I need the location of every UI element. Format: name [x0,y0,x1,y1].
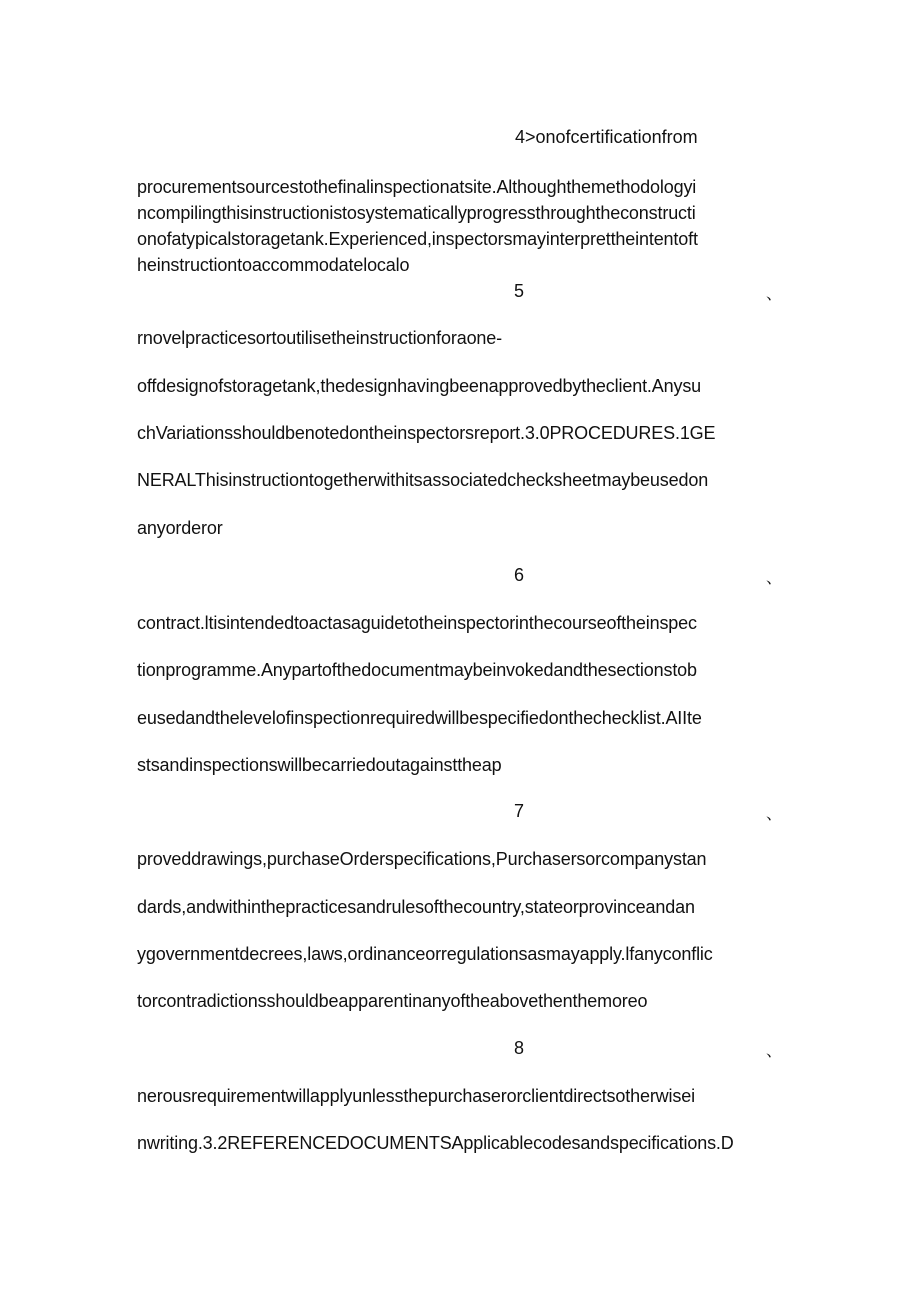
body-line: stsandinspectionswillbecarriedoutagainsttheap [137,755,502,775]
page-marker: 8 [514,1038,525,1058]
body-line: contract.ltisintendedtoactasaguidetotheinspectorinthecourseoftheinspec [137,613,697,633]
tick-mark: 、 [766,286,783,303]
body-line: eusedandthelevelofinspectionrequiredwillbespecifiedonthechecklist.AIIte [137,708,702,728]
page-marker: 6 [514,565,525,585]
body-line: tionprogramme.Anypartofthedocumentmaybeinvokedandthesectionstob [137,660,697,680]
body-line: ygovernmentdecrees,laws,ordinanceorregulationsasmayapply.lfanyconflic [137,944,713,964]
body-line: anyorderor [137,518,223,538]
tick-mark: 、 [766,570,783,587]
body-line: rnovelpracticesortoutilisetheinstructionforaone- [137,328,502,348]
body-line: chVariationsshouldbenotedontheinspectorsreport.3.0PROCEDURES.1GE [137,423,716,443]
body-line: heinstructiontoaccommodatelocalo [137,255,410,275]
body-line: onofatypicalstoragetank.Experienced,inspectorsmayinterprettheintentoft [137,229,698,249]
page-marker: 7 [514,801,525,821]
body-line: NERALThisinstructiontogetherwithitsassociatedchecksheetmaybeusedon [137,470,709,490]
body-line: nerousrequirementwillapplyunlessthepurchaserorclientdirectsotherwisei [137,1086,695,1106]
body-line: proveddrawings,purchaseOrderspecifications,Purchasersorcompanystan [137,849,707,869]
body-line: dards,andwithinthepracticesandrulesofthecountry,stateorprovinceandan [137,897,695,917]
tick-mark: 、 [766,1043,783,1060]
tick-mark: 、 [766,806,783,823]
body-line: procurementsourcestothefinalinspectionatsite.Althoughthemethodologyi [137,177,697,197]
page-marker: 5 [514,281,525,301]
body-line: torcontradictionsshouldbeapparentinanyoftheabovethenthemoreo [137,991,648,1011]
body-line: ncompilingthisinstructionistosystematicallyprogressthroughtheconstructi [137,203,696,223]
header-fragment: 4>onofcertificationfrom [515,127,698,147]
body-line: offdesignofstoragetank,thedesignhavingbeenapprovedbytheclient.Anysu [137,376,702,396]
body-line: nwriting.3.2REFERENCEDOCUMENTSApplicablecodesandspecifications.D [137,1133,734,1153]
